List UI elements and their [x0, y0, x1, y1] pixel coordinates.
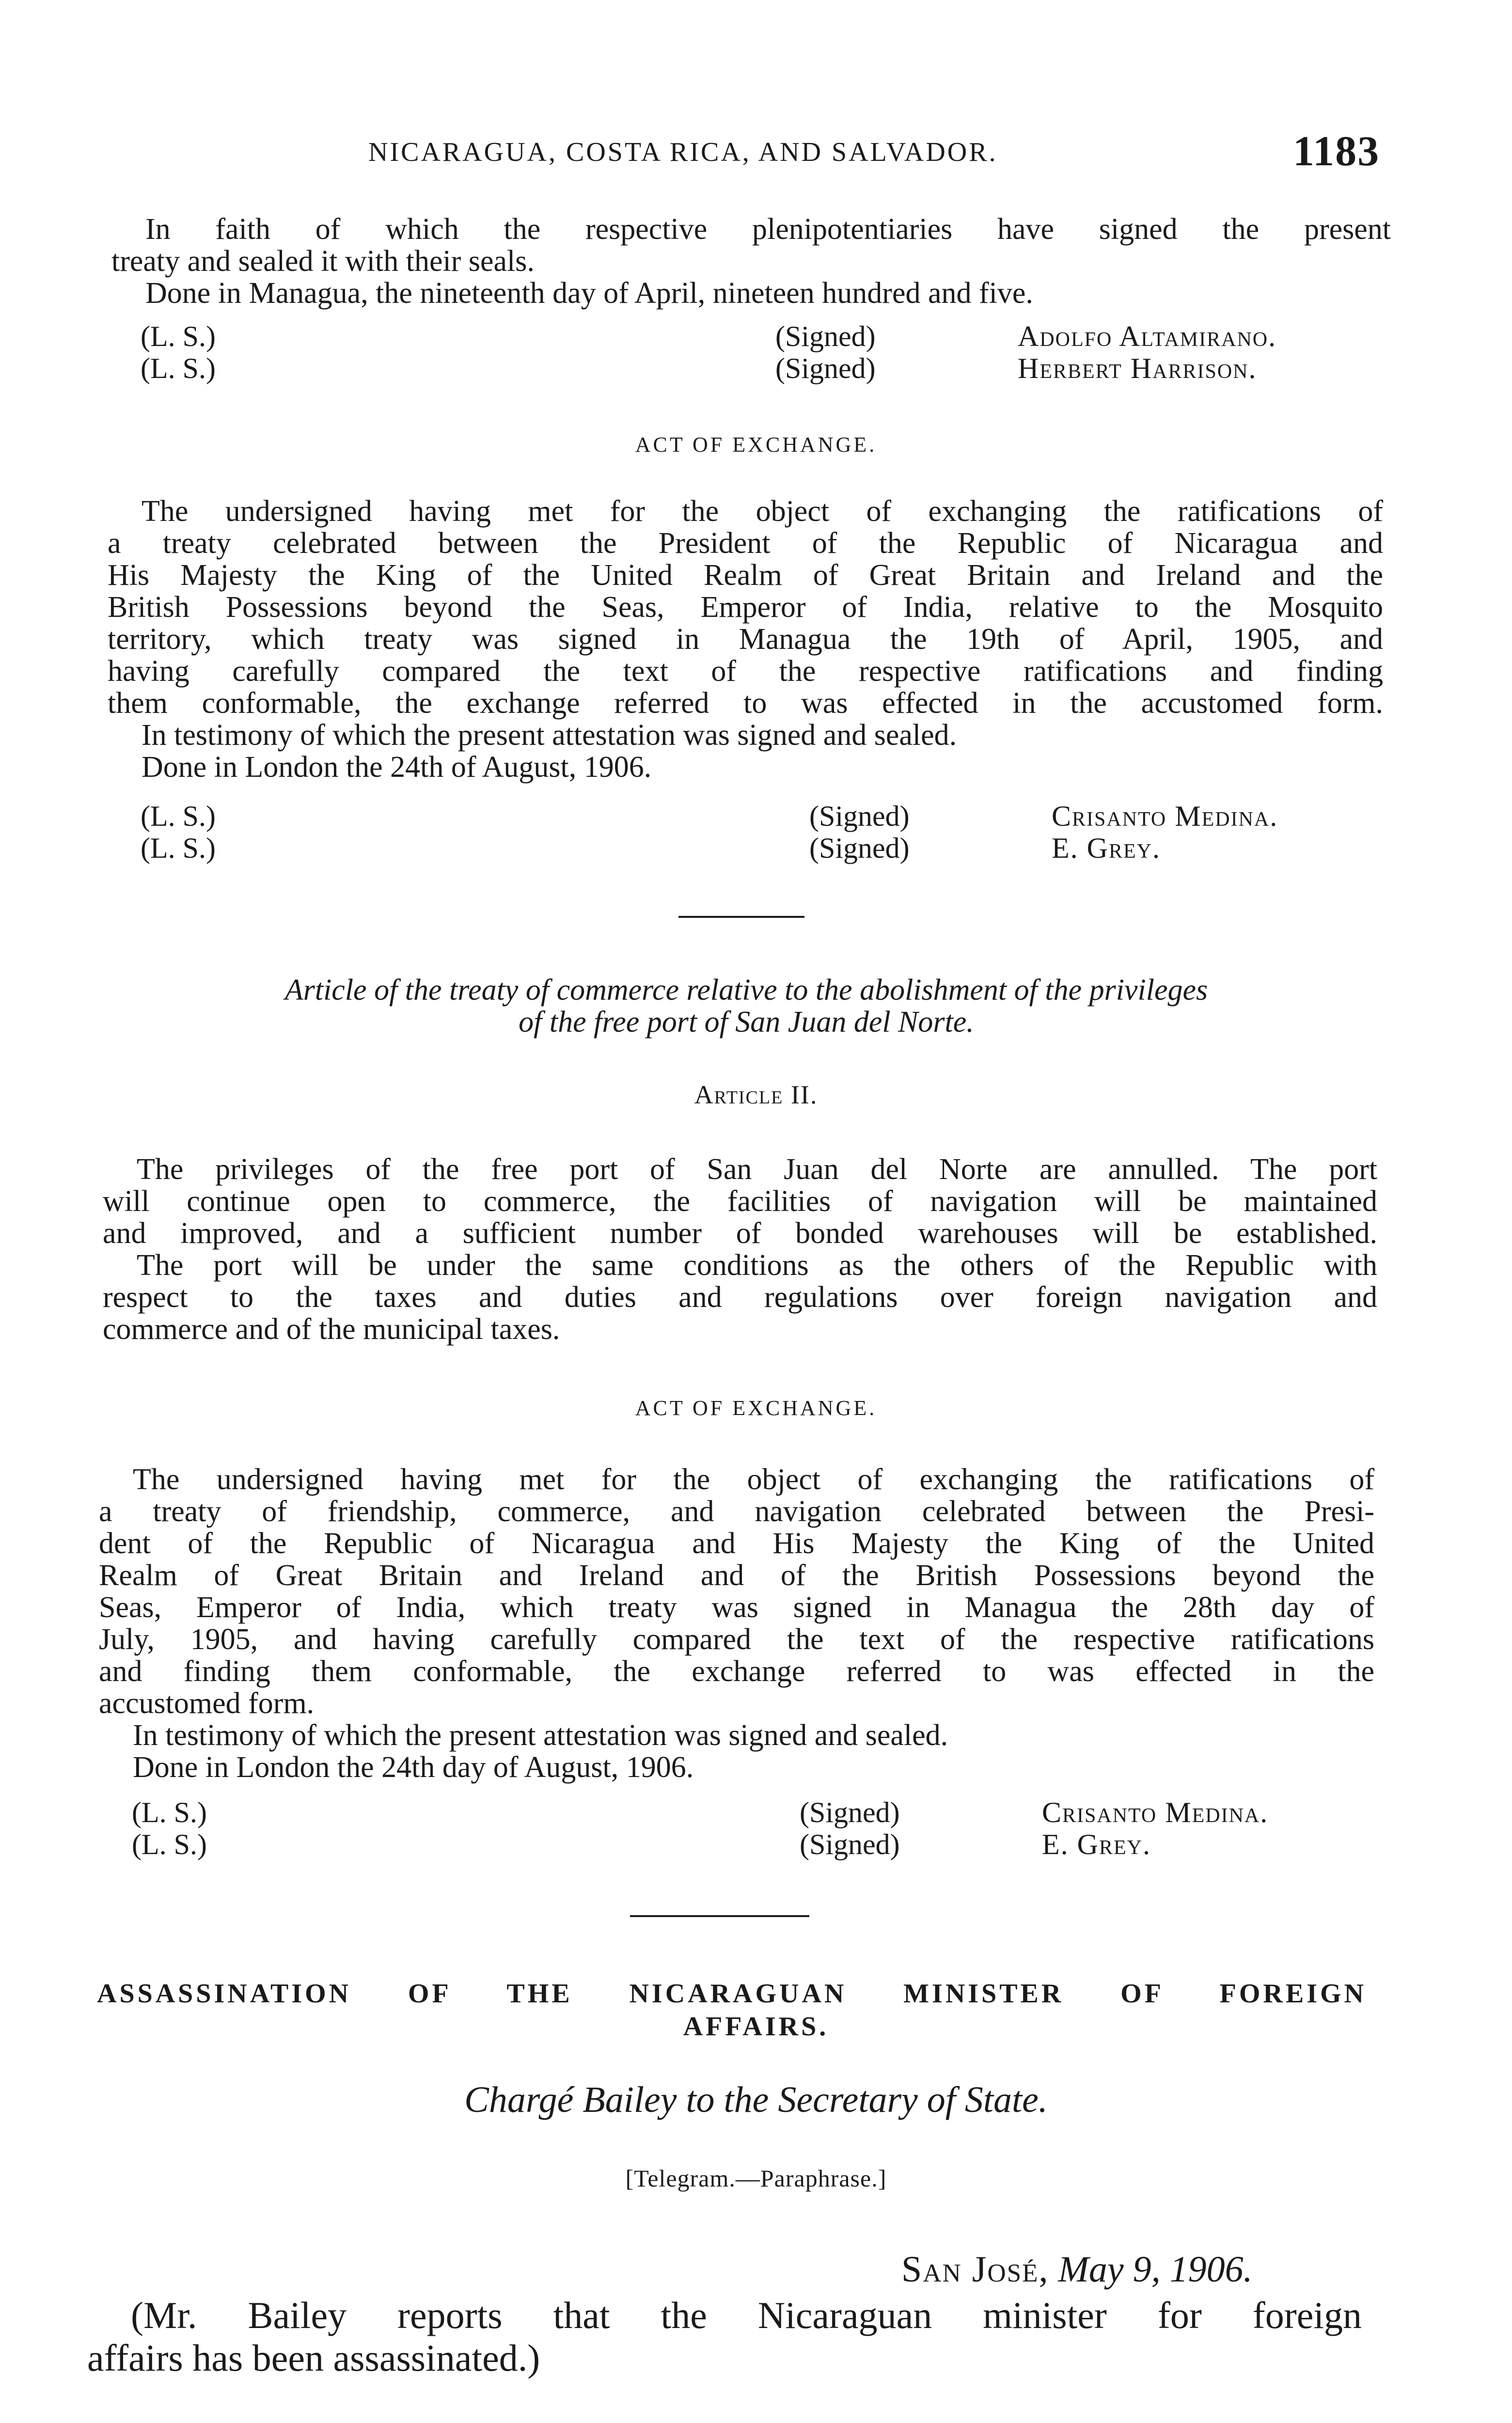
act1-line: a treaty celebrated between the President of the Republic of Nicaragua and — [108, 527, 1383, 560]
act2-line: July, 1905, and having carefully compared the text of the respective ratifications — [99, 1623, 1374, 1656]
act1-line: them conformable, the exchange referred to was effected in the accustomed form. — [108, 687, 1383, 720]
article2-heading: Article II. — [694, 1080, 818, 1109]
article2-paragraph-1 — [103, 1153, 1377, 1249]
act1-line: territory, which treaty was signed in Managua the 19th of April, 1905, and — [108, 623, 1383, 656]
act2-heading: ACT OF EXCHANGE. — [635, 1396, 877, 1420]
article2-line: respect to the taxes and duties and regulations over foreign navigation and — [103, 1281, 1377, 1314]
act2-seal-2: (L. S.) — [132, 1828, 207, 1860]
act1-line: having carefully compared the text of the respective ratifications and finding — [108, 655, 1383, 688]
act2-signed-2: (Signed) — [800, 1828, 900, 1860]
act1-testimony: In testimony of which the present attestation was signed and sealed. — [142, 719, 957, 752]
act1-signatory-2: E. Grey. — [1052, 832, 1161, 864]
act2-line: The undersigned having met for the object of exchanging the ratifications of — [133, 1463, 1374, 1496]
closing-seal-2: (L. S.) — [141, 352, 216, 384]
article-title-line-2: of the free port of San Juan del Norte. — [519, 1006, 974, 1038]
closing-done-line: Done in Managua, the nineteenth day of April, nineteen hundred and five. — [145, 277, 1033, 310]
closing-seal-1: (L. S.) — [141, 320, 216, 352]
act2-line: Seas, Emperor of India, which treaty was signed in Managua the 28th day of — [99, 1591, 1374, 1624]
act1-signatory-1: Crisanto Medina. — [1052, 800, 1278, 832]
act1-line: British Possessions beyond the Seas, Emperor of India, relative to the Mosquito — [108, 591, 1383, 624]
article2-line: will continue open to commerce, the facilities of navigation will be maintained — [103, 1185, 1377, 1218]
telegram-body-line-1: (Mr. Bailey reports that the Nicaraguan minister for foreign — [131, 2294, 1362, 2336]
closing-line-2: treaty and sealed it with their seals. — [111, 245, 535, 278]
article-title — [97, 974, 1396, 1038]
telegram-body — [87, 2294, 1362, 2379]
act2-line: and finding them conformable, the exchange referred to was effected in the — [99, 1655, 1374, 1688]
telegram-note: [Telegram.—Paraphrase.] — [625, 2165, 887, 2192]
closing-signatory-2: Herbert Harrison. — [1018, 352, 1257, 384]
closing-signatory-1: Adolfo Altamirano. — [1018, 320, 1277, 352]
dateline-date: May 9, 1906. — [1058, 2249, 1253, 2290]
act2-seal-1: (L. S.) — [132, 1796, 207, 1828]
closing-signed-1: (Signed) — [775, 320, 876, 352]
correspondence-subheading: Chargé Bailey to the Secretary of State. — [464, 2079, 1048, 2120]
act1-heading: ACT OF EXCHANGE. — [635, 433, 877, 456]
act2-line: Realm of Great Britain and Ireland and of the British Possessions beyond the — [99, 1559, 1374, 1592]
article2-line: and improved, and a sufficient number of bonded warehouses will be established. — [103, 1217, 1377, 1250]
act2-signed-1: (Signed) — [800, 1796, 900, 1828]
telegram-body-line-2: affairs has been assassinated.) — [87, 2337, 540, 2379]
running-head: NICARAGUA, COSTA RICA, AND SALVADOR. — [368, 137, 998, 167]
article-title-line-1: Article of the treaty of commerce relative to the abolishment of the privileges — [284, 974, 1208, 1007]
act1-signed-1: (Signed) — [809, 800, 910, 832]
act2-done: Done in London the 24th day of August, 1906. — [133, 1751, 694, 1784]
act1-signed-2: (Signed) — [809, 832, 910, 864]
act2-paragraph — [99, 1463, 1374, 1783]
act2-signatory-2: E. Grey. — [1042, 1828, 1151, 1860]
act2-signatory-1: Crisanto Medina. — [1042, 1796, 1269, 1828]
act1-done: Done in London the 24th of August, 1906. — [142, 751, 652, 784]
article2-line: commerce and of the municipal taxes. — [103, 1313, 560, 1346]
act1-line: His Majesty the King of the United Realm of Great Britain and Ireland and the — [108, 559, 1383, 592]
page-number: 1183 — [1293, 128, 1380, 175]
article2-line: The privileges of the free port of San Juan del Norte are annulled. The port — [137, 1153, 1377, 1186]
act2-testimony: In testimony of which the present attestation was signed and sealed. — [133, 1719, 948, 1752]
assassination-heading-line-1: ASSASSINATION OF THE NICARAGUAN MINISTER OF FOREIGN — [97, 1979, 1367, 2009]
assassination-heading-line-2: AFFAIRS. — [683, 2012, 829, 2042]
act1-seal-1: (L. S.) — [141, 800, 216, 832]
closing-line-1: In faith of which the respective plenipotentiaries have signed the present — [145, 213, 1391, 246]
dateline-place: San José, — [901, 2249, 1049, 2290]
article2-line: The port will be under the same conditions as the others of the Republic with — [137, 1249, 1377, 1282]
act2-line: a treaty of friendship, commerce, and navigation celebrated between the Presi- — [99, 1495, 1374, 1528]
dateline — [901, 2249, 1253, 2291]
closing-signed-2: (Signed) — [775, 352, 876, 384]
act1-paragraph — [108, 495, 1383, 783]
act2-line: accustomed form. — [99, 1687, 315, 1720]
section-divider — [630, 1915, 809, 1917]
act2-line: dent of the Republic of Nicaragua and His Majesty the King of the United — [99, 1527, 1374, 1560]
section-divider — [678, 916, 804, 918]
act1-line: The undersigned having met for the object of exchanging the ratifications of — [142, 495, 1383, 528]
act1-seal-2: (L. S.) — [141, 832, 216, 864]
closing-paragraph — [111, 213, 1391, 309]
article2-paragraph-2 — [103, 1249, 1377, 1345]
